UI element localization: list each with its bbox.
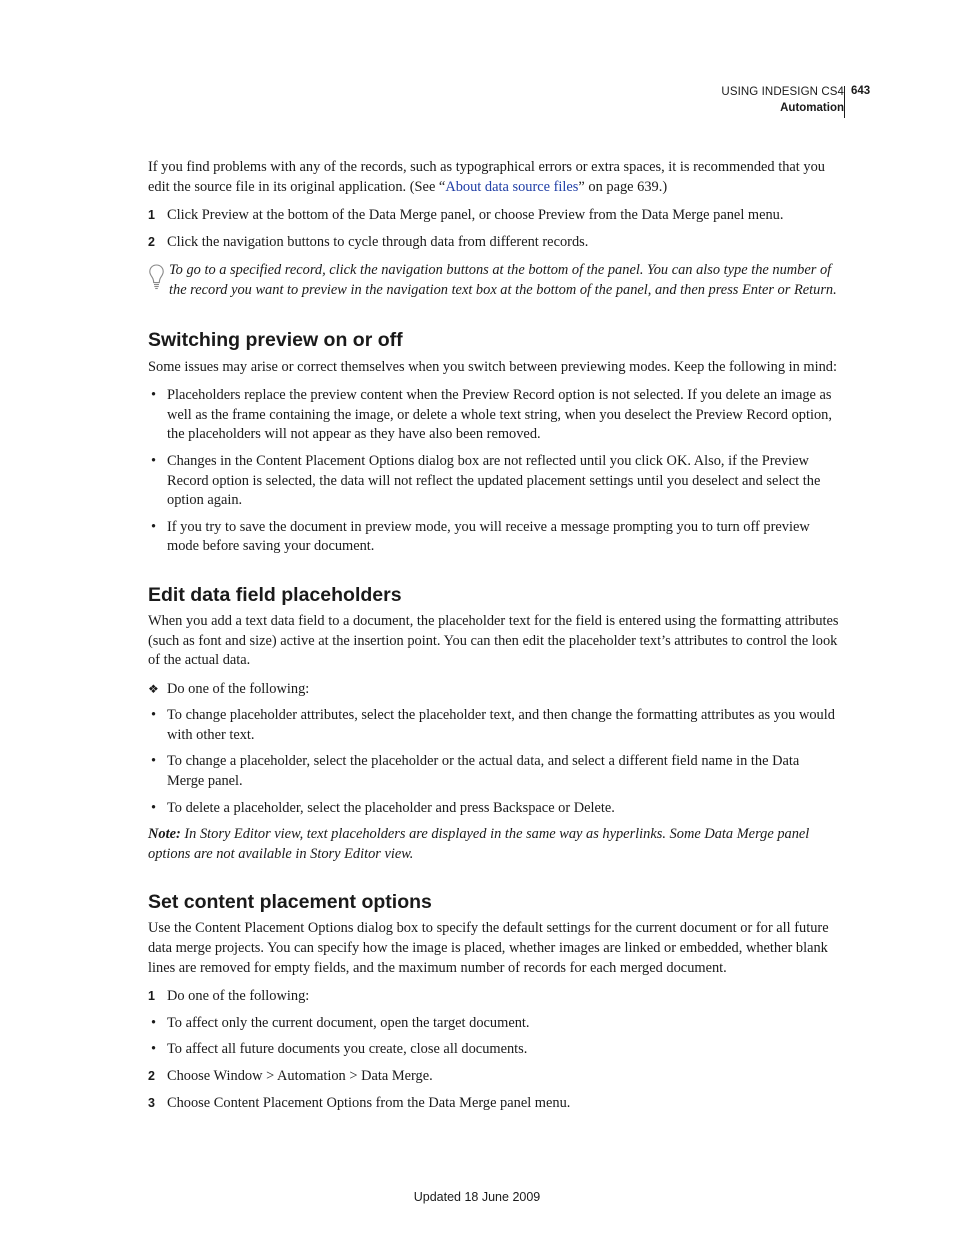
about-data-source-files-link[interactable]: About data source files — [445, 178, 579, 195]
bullet-mark: • — [151, 799, 157, 816]
list-item — [148, 386, 840, 445]
heading-edit-placeholders: Edit data field placeholders — [148, 583, 402, 606]
heading-content-placement: Set content placement options — [148, 891, 432, 914]
list-item — [148, 1014, 840, 1034]
action-text: Do one of the following: — [167, 680, 310, 697]
header-divider — [844, 86, 845, 118]
note-paragraph — [148, 825, 840, 864]
step-number: 2 — [148, 1069, 155, 1083]
list-item — [148, 799, 840, 819]
list-item — [148, 1040, 840, 1060]
intro-paragraph — [148, 158, 840, 197]
action-item — [148, 680, 840, 700]
list-item-text: To delete a placeholder, select the placeholder and press Backspace or Delete. — [167, 799, 615, 816]
bullet-mark: • — [151, 753, 157, 770]
heading-switching-preview: Switching preview on or off — [148, 328, 403, 351]
step-item — [148, 233, 840, 253]
list-item-text: Placeholders replace the preview content when the Preview Record option is not selected. If you delete an image as well as the frame containing the image, or delete a whole text string, when you deselect the Preview Record option, the placeholders will not appear as they have also been removed. — [167, 387, 832, 443]
step-text: Choose Window > Automation > Data Merge. — [167, 1068, 433, 1084]
step-item — [148, 1067, 840, 1087]
action-mark: ❖ — [148, 681, 159, 696]
step-text: Click the navigation buttons to cycle through data from different records. — [167, 233, 589, 250]
step-number: 2 — [148, 234, 155, 249]
bullet-mark: • — [151, 518, 157, 535]
list-item-text: If you try to save the document in preview mode, you will receive a message prompting you to turn off preview mode before saving your document. — [167, 518, 810, 555]
lightbulb-icon — [148, 263, 165, 291]
step-number: 1 — [148, 989, 155, 1004]
bullet-mark: • — [151, 452, 157, 469]
switching-intro: Some issues may arise or correct themselves when you switch between previewing modes. Keep the following in mind: — [148, 358, 837, 375]
edit-intro: When you add a text data field to a document, the placeholder text for the field is entered using the formatting attributes (such as font and size) active at the insertion point. You can then edit the placeholder text’s attributes to control the look of the actual data. — [148, 612, 839, 669]
bullet-mark: • — [151, 1014, 157, 1031]
page-content — [148, 158, 840, 1120]
page-number: 643 — [851, 85, 871, 97]
bullet-mark: • — [151, 707, 157, 724]
book-title: USING INDESIGN CS4 — [721, 86, 844, 98]
chapter-title: Automation — [780, 102, 844, 114]
list-item — [148, 452, 840, 511]
bullet-mark: • — [151, 387, 157, 404]
bullet-mark: • — [151, 1041, 157, 1058]
intro-text-after: ” on page 639.) — [578, 178, 668, 195]
step-number: 1 — [148, 208, 155, 223]
intro-text-before: If you find problems with any of the records, such as typographical errors or extra spaces, it is recommended that you edit the source file in its original application. (See “ — [148, 159, 825, 195]
footer-updated: Updated 18 June 2009 — [413, 1190, 541, 1204]
note-label: Note: — [148, 826, 181, 843]
step-text: Click Preview at the bottom of the Data Merge panel, or choose Preview from the Data Merge panel menu. — [167, 207, 784, 224]
list-item — [148, 752, 840, 791]
list-item-text: To affect all future documents you create, close all documents. — [167, 1041, 528, 1058]
running-header — [721, 84, 844, 116]
step-item — [148, 206, 840, 226]
tip-block — [148, 261, 840, 300]
step-item — [148, 987, 840, 1007]
set-intro: Use the Content Placement Options dialog box to specify the default settings for the current document or for all future data merge projects. You can specify how the image is placed, whether images are linked or embedded, whether blank lines are removed for empty fields, and the maximum number of records for each merged document. — [148, 920, 829, 976]
step-item — [148, 1094, 840, 1114]
list-item-text: To change placeholder attributes, select the placeholder text, and then change the formatting attributes as you would with other text. — [167, 707, 835, 743]
step-text: Do one of the following: — [167, 988, 310, 1005]
tip-text: To go to a specified record, click the navigation buttons at the bottom of the panel. You can also type the number of the record you want to preview in the navigation text box at the bottom of the panel, and then press Enter or Return. — [169, 262, 837, 298]
step-number: 3 — [148, 1095, 155, 1110]
list-item-text: Changes in the Content Placement Options dialog box are not reflected until you click OK. Also, if the Preview Record option is selected, the data will not reflect the updated placement settings until you deselect and select the option again. — [167, 452, 821, 509]
list-item — [148, 518, 840, 557]
list-item-text: To affect only the current document, open the target document. — [167, 1014, 530, 1031]
list-item-text: To change a placeholder, select the placeholder or the actual data, and select a different field name in the Data Merge panel. — [167, 753, 800, 790]
list-item — [148, 706, 840, 745]
step-text: Choose Content Placement Options from the Data Merge panel menu. — [167, 1094, 571, 1111]
note-text: In Story Editor view, text placeholders are displayed in the same way as hyperlinks. Some Data Merge panel options are not available in Story Editor view. — [148, 826, 810, 862]
